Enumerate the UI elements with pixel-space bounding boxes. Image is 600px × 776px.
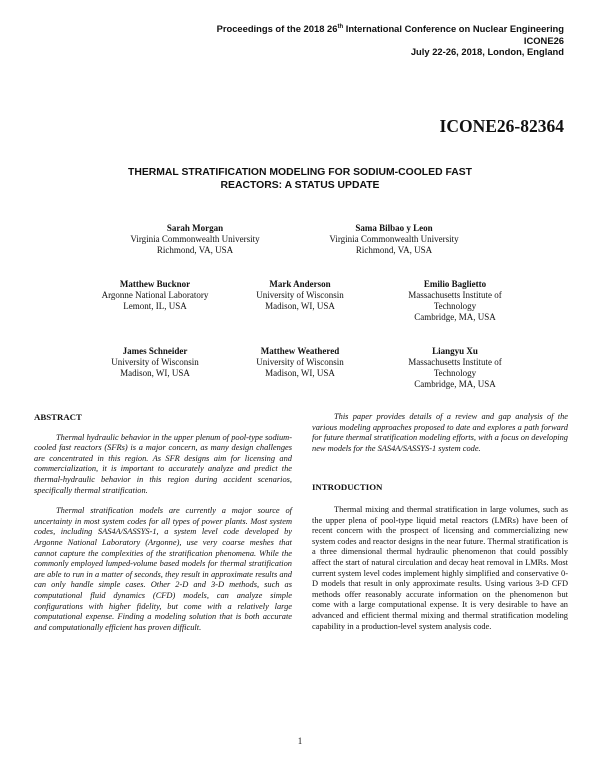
author-location: Cambridge, MA, USA [414,379,496,389]
author-block [370,279,540,323]
author-name: Sarah Morgan [166,223,224,233]
conference-code: ICONE26 [523,34,564,46]
author-affiliation: Massachusetts Institute of [408,290,502,300]
author-location: Madison, WI, USA [265,301,335,311]
author-affiliation: University of Wisconsin [111,357,199,367]
author-block [215,279,385,312]
right-column [312,412,568,632]
author-block [215,346,385,379]
abstract-paragraph: Thermal hydraulic behavior in the upper plenum of pool-type sodium-cooled fast reactors (SFRs) is a major concern, as many design challenges are concentrated in this region. As SFR designs aim for licensing and commercialization, it is important to accurately analyze and predict the thermal-hydraulic behavior in this region during accident scenarios, specifically thermal stratification. [34,432,292,495]
paper-id: ICONE26-82364 [439,116,564,136]
author-name: Emilio Baglietto [423,279,487,289]
author-block [309,223,479,256]
conference-name: Proceedings of the 2018 26th International Conference on Nuclear Engineering [216,23,564,35]
abstract-paragraph: This paper provides details of a review and gap analysis of the various modeling approaches proposed to date and explores a path forward for future thermal stratification modeling efforts, with a focus on developing new models for the SAS4A/SASSYS-1 system code. [312,412,568,453]
author-affiliation-2: Technology [433,368,477,378]
abstract-heading: ABSTRACT [34,412,82,422]
conference-date-location: July 22-26, 2018, London, England [410,46,564,58]
author-location: Richmond, VA, USA [156,245,234,255]
left-column [34,412,292,633]
page-number: 1 [297,736,303,746]
author-name: Sama Bilbao y Leon [355,223,433,233]
author-name: Mark Anderson [269,279,331,289]
author-affiliation: Virginia Commonwealth University [329,234,459,244]
author-name: Matthew Bucknor [119,279,191,289]
author-location: Madison, WI, USA [265,368,335,378]
author-affiliation: Massachusetts Institute of [408,357,502,367]
author-location: Richmond, VA, USA [355,245,433,255]
author-affiliation-2: Technology [433,301,477,311]
introduction-paragraph: Thermal mixing and thermal stratification in large volumes, such as the upper plena of pool-type liquid metal reactors (LMRs) have been of recent concern with the prospect of licensing and commercializing new system codes and reactor designs in the near future. Thermal stratification is a three dimensional thermal hydraulic phenomenon that could possibly affect the start of natural circulation and decay heat removal in LMRs. Most current system level codes implement highly simplified and conservative 0-D models that result in only approximate results. Using various 3-D CFD methods offer reasonably accurate information on the phenomenon but come with a large computational expense. It is very desirable to have an advanced and efficient thermal mixing and thermal stratification modeling capability in a production-level system analysis code. [312,504,568,631]
author-location: Lemont, IL, USA [123,301,187,311]
author-location: Cambridge, MA, USA [414,312,496,322]
author-block [110,223,280,256]
introduction-heading: INTRODUCTION [312,482,383,493]
author-affiliation: University of Wisconsin [256,357,344,367]
author-affiliation: Virginia Commonwealth University [130,234,260,244]
author-affiliation: University of Wisconsin [256,290,344,300]
author-location: Madison, WI, USA [120,368,190,378]
paper-title: THERMAL STRATIFICATION MODELING FOR SODIUM-COOLED FAST REACTORS: A STATUS UPDATE [127,167,473,191]
author-name: Matthew Weathered [260,346,340,356]
author-affiliation: Argonne National Laboratory [101,290,209,300]
author-name: James Schneider [122,346,188,356]
author-block [370,346,540,390]
abstract-paragraph: Thermal stratification models are currently a major source of uncertainty in most system codes for all types of power plants. Most system codes, including SAS4A/SASSYS-1, a system level code developed by Argonne National Laboratory (Argonne), use very coarse meshes that cannot capture the complexities of the stratification phenomena. While the commonly employed lumped-volume based models for thermal stratification are able to run in a matter of seconds, they result in approximate results and can only handle simple cases. Other 2-D and 3-D methods, such as computational fluid dynamics (CFD) models, can analyze simple configurations with higher fidelity, but come with a relatively large computational expense. Finding a modeling solution that is both accurate and computationally efficient has proven difficult. [34,506,292,632]
author-name: Liangyu Xu [432,346,478,356]
proceedings-header [217,22,564,58]
